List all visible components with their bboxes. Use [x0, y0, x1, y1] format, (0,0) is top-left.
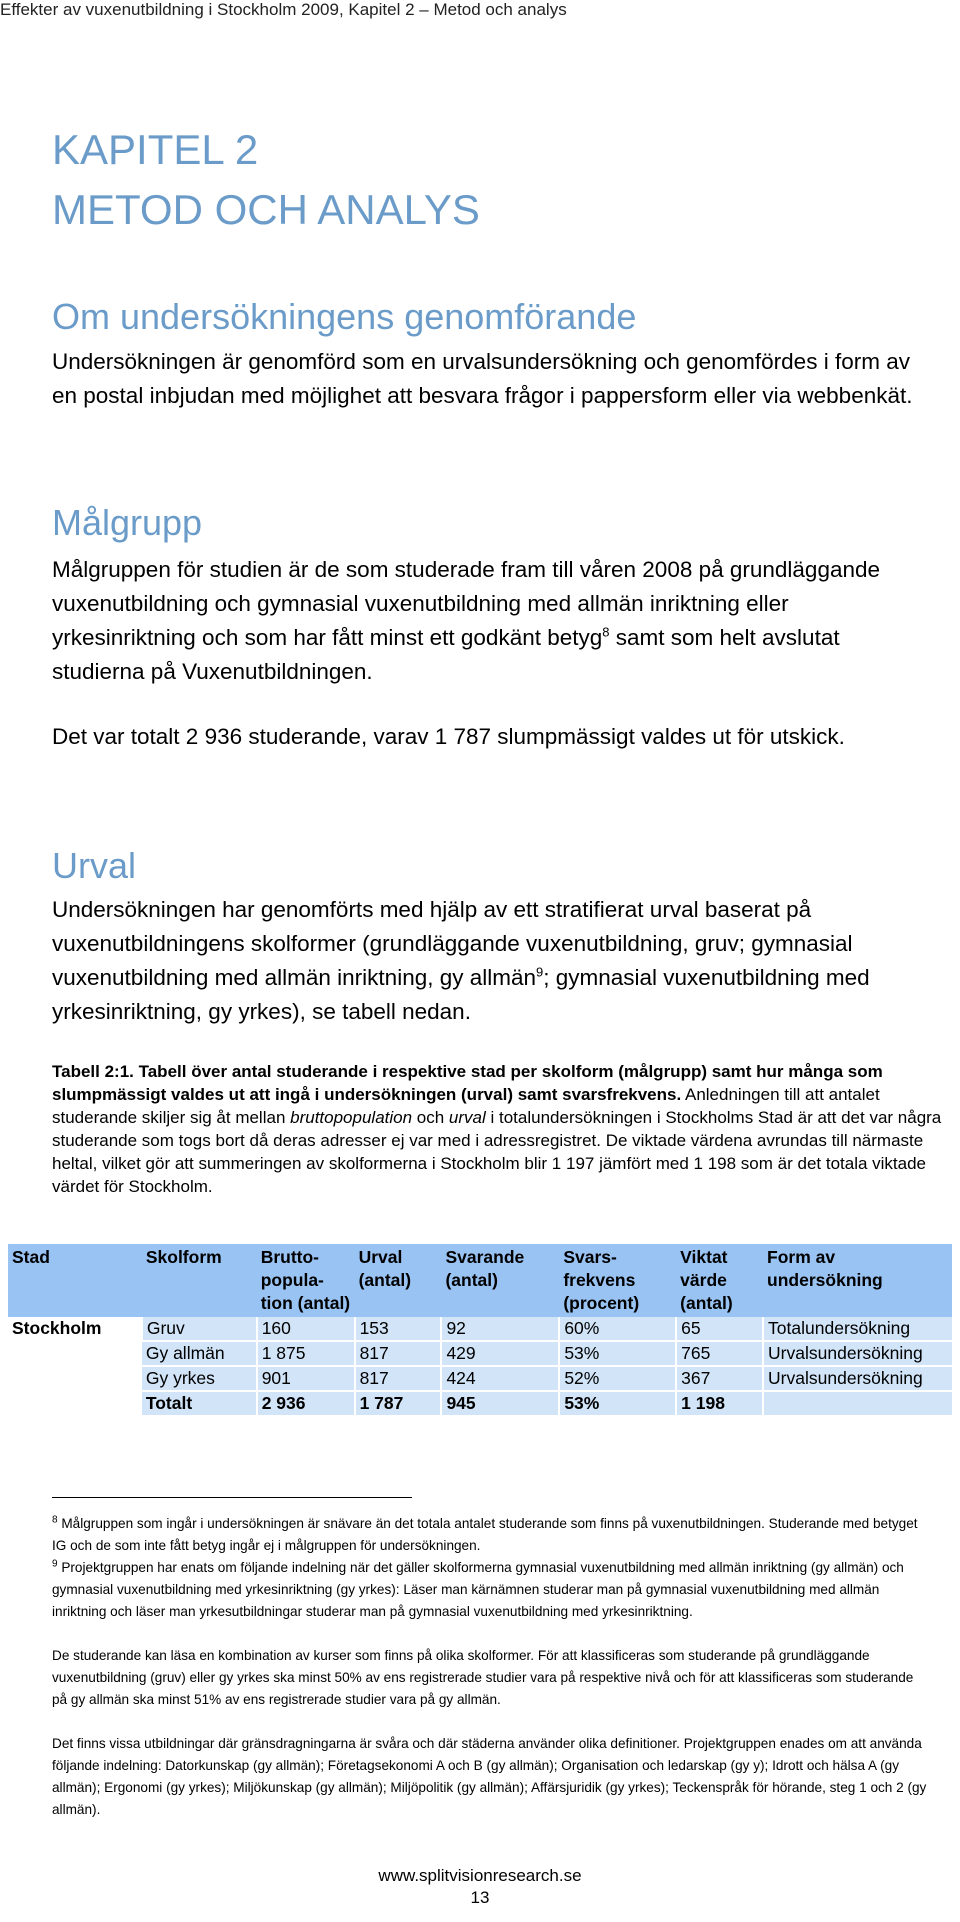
caption-italic-2: urval: [448, 1108, 486, 1127]
footer-url[interactable]: www.splitvisionresearch.se: [378, 1866, 582, 1885]
running-header: Effekter av vuxenutbildning i Stockholm 2009, Kapitel 2 – Metod och analys: [0, 0, 567, 19]
page-number: 13: [470, 1888, 490, 1907]
cell-urval: 153: [355, 1317, 442, 1341]
cell-skolform: Gy allmän: [142, 1341, 257, 1366]
header-svarande: Svarande (antal): [441, 1244, 559, 1317]
cell-form: Urvalsundersökning: [763, 1341, 952, 1366]
cell-viktat: 65: [676, 1317, 763, 1341]
header-viktat-varde: Viktat värde (antal): [676, 1244, 763, 1317]
table-caption: [52, 1060, 952, 1198]
malgrupp-text-after: samt som helt avslutat studierna på Vuxenutbildningen.: [52, 625, 840, 684]
cell-skolform: Gruv: [142, 1317, 257, 1341]
chapter-title: [52, 120, 480, 240]
footnote-8-text: Målgruppen som ingår i undersökningen är snävare än det totala antalet studerande som finns på vuxenutbildningen. Studerande med betyget IG och de som inte fått betyg ingår ej i målgruppen för undersökningen.: [52, 1516, 918, 1553]
footnote-ref-8[interactable]: 8: [602, 624, 610, 640]
survey-table: [8, 1244, 952, 1415]
malgrupp-text: Målgruppen för studien är de som studerade fram till våren 2008 på grundläggande vuxenutbildning och gymnasial vuxenutbildning med allmän inriktning eller yrkesinriktning och som har fått minst ett godkänt betyg: [52, 557, 881, 650]
footnote-9-paragraph-2: De studerande kan läsa en kombination av kurser som finns på olika skolformer. För att klassificeras som studerande på grundläggande vuxenutbildning (gruv) eller gy yrkes ska minst 50% av ens registrerade studier vara på respektive nivå och för att klassificeras som studerande på gy allmän ska minst 51% av ens registrerade studier vara på gy allmän.: [52, 1648, 914, 1707]
section-malgrupp-paragraph: [52, 553, 932, 689]
header-svarsfrekvens: Svars-frekvens (procent): [559, 1244, 676, 1317]
caption-italic-1: bruttopopulation: [290, 1108, 413, 1127]
table-row: [8, 1317, 952, 1341]
header-urval: Urval (antal): [355, 1244, 442, 1317]
section-heading-om: Om undersökningens genomförande: [52, 296, 637, 337]
chapter-number: KAPITEL 2: [52, 126, 259, 173]
cell-total-svarande: 945: [441, 1391, 559, 1415]
section-heading-malgrupp: Målgrupp: [52, 502, 203, 543]
cell-brutto: 1 875: [257, 1341, 355, 1366]
urval-text: Undersökningen har genomförts med hjälp av ett stratifierat urval baserat på vuxenutbildningens skolformer (grundläggande vuxenutbildning, gruv; gymnasial vuxenutbildning med allmän inriktning, gy allmän: [52, 897, 853, 990]
header-form: Form av undersökning: [763, 1244, 952, 1317]
cell-urval: 817: [355, 1341, 442, 1366]
cell-brutto: 901: [257, 1366, 355, 1391]
stad-cell: Stockholm: [8, 1317, 142, 1415]
cell-total-label: Totalt: [142, 1391, 257, 1415]
urval-text-after: ; gymnasial vuxenutbildning med yrkesinriktning, gy yrkes), se tabell nedan.: [52, 965, 870, 1024]
footnote-9-text: Projektgruppen har enats om följande indelning när det gäller skolformerna gymnasial vuxenutbildning med allmän inriktning (gy allmän) och gymnasial vuxenutbildning med yrkesinriktning (gy yrkes): Läser man kärnämnen studerar man på gymnasial vuxenutbildning med allmän inriktning och läser man yrkesutbildningar studerar man på gymnasial vuxenutbildning med yrkesinriktning.: [52, 1560, 904, 1619]
table-total-row: [8, 1391, 952, 1415]
cell-total-viktat: 1 198: [676, 1391, 763, 1415]
cell-total-brutto: 2 936: [257, 1391, 355, 1415]
cell-viktat: 765: [676, 1341, 763, 1366]
cell-total-form: [763, 1391, 952, 1415]
section-urval-paragraph: [52, 893, 932, 1029]
caption-text-3: i totalundersökningen i Stockholms Stad är att det var några studerande som togs bort då deras adresser ej var med i adressregistret. De viktade värdena avrundas till närmaste heltal, vilket gör att summeringen av skolformerna i Stockholm blir 1 197 jämfört med 1 198 som är det totala viktade värdet för Stockholm.: [52, 1108, 942, 1196]
cell-brutto: 160: [257, 1317, 355, 1341]
header-bruttopopulation: Brutto-popula-tion (antal): [257, 1244, 355, 1317]
table-header-row: [8, 1244, 952, 1317]
cell-total-svarsfrekvens: 53%: [559, 1391, 676, 1415]
cell-svarsfrekvens: 60%: [559, 1317, 676, 1341]
section-om-paragraph: Undersökningen är genomförd som en urvalsundersökning och genomfördes i form av en postal inbjudan med möjlighet att besvara frågor i pappersform eller via webbenkät.: [52, 349, 913, 408]
footnote-9: [52, 1557, 932, 1623]
cell-form: Totalundersökning: [763, 1317, 952, 1341]
cell-total-urval: 1 787: [355, 1391, 442, 1415]
caption-title: Tabell 2:1. Tabell över antal studerande i respektive stad per skolform (målgrupp) samt hur många som slumpmässigt valdes ut att ingå i undersökningen (urval) samt svarsfrekvens.: [52, 1062, 883, 1104]
cell-skolform: Gy yrkes: [142, 1366, 257, 1391]
section-heading-urval: Urval: [52, 845, 137, 886]
header-skolform: Skolform: [142, 1244, 257, 1317]
page-footer: [0, 1865, 960, 1909]
caption-text-1: Anledningen till att antalet studerande skiljer sig åt mellan: [52, 1085, 880, 1127]
footnotes: [52, 1513, 932, 1821]
footnote-9-number: 9: [52, 1558, 58, 1570]
footnote-ref-9[interactable]: 9: [536, 964, 544, 980]
header-stad: Stad: [8, 1244, 142, 1317]
caption-text-2: och: [412, 1108, 449, 1127]
cell-svarande: 429: [441, 1341, 559, 1366]
cell-svarande: 424: [441, 1366, 559, 1391]
cell-form: Urvalsundersökning: [763, 1366, 952, 1391]
section-malgrupp-paragraph-2: Det var totalt 2 936 studerande, varav 1 787 slumpmässigt valdes ut för utskick.: [52, 724, 845, 749]
cell-svarsfrekvens: 53%: [559, 1341, 676, 1366]
cell-svarsfrekvens: 52%: [559, 1366, 676, 1391]
chapter-name: METOD OCH ANALYS: [52, 186, 480, 233]
cell-urval: 817: [355, 1366, 442, 1391]
footnote-8: [52, 1513, 932, 1557]
footnote-separator: [52, 1497, 412, 1498]
cell-viktat: 367: [676, 1366, 763, 1391]
footnote-8-number: 8: [52, 1514, 58, 1526]
footnote-9-paragraph-3: Det finns vissa utbildningar där gränsdragningarna är svåra och där städerna använder olika definitioner. Projektgruppen enades om att använda följande indelning: Datorkunskap (gy allmän); Företagsekonomi A och B (gy allmän); Organisation och ledarskap (gy y); Idrott och hälsa A (gy allmän); Ergonomi (gy yrkes); Miljökunskap (gy allmän); Miljöpolitik (gy allmän); Affärsjuridik (gy yrkes); Teckenspråk för hörande, steg 1 och 2 (gy allmän).: [52, 1736, 927, 1817]
table-row: [8, 1366, 952, 1391]
table-row: [8, 1341, 952, 1366]
cell-svarande: 92: [441, 1317, 559, 1341]
